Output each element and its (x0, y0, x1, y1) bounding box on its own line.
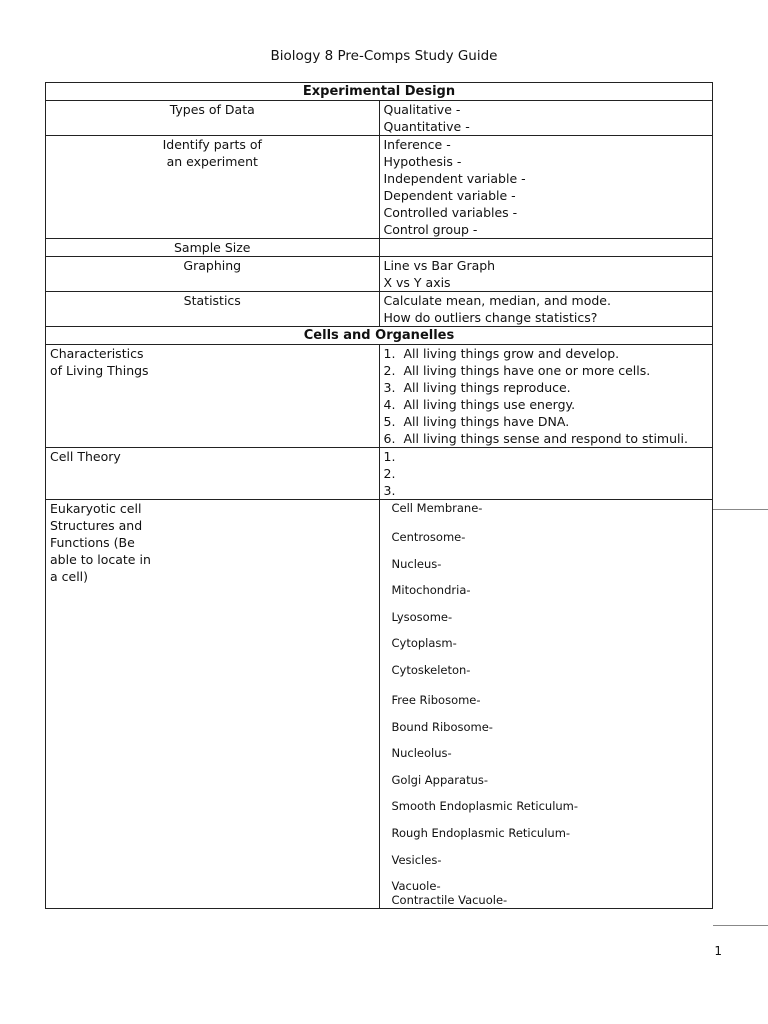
list-item: How do outliers change statistics? (383, 310, 598, 325)
organelle-item: Golgi Apparatus- (391, 772, 489, 787)
table-row (46, 101, 713, 136)
row-content-cell-theory (379, 448, 713, 500)
organelle-item: Nucleolus- (391, 746, 452, 761)
organelle-item: Rough Endoplasmic Reticulum- (391, 825, 571, 840)
list-item: Inference - (383, 137, 451, 152)
row-content-graphing (379, 257, 713, 292)
row-label-types-of-data: Types of Data (46, 101, 380, 136)
label-line: Characteristics (50, 346, 144, 361)
list-item (384, 362, 709, 379)
overflow-rule-bottom (713, 925, 768, 926)
row-label-living-things (46, 345, 380, 448)
list-item (384, 379, 709, 396)
row-content-living-things (379, 345, 713, 448)
section-header-row (46, 327, 713, 345)
label-line: able to locate in (50, 552, 151, 567)
organelle-item: Mitochondria- (391, 583, 471, 598)
list-item: Control group - (383, 222, 478, 237)
list-item (384, 396, 709, 413)
row-label-sample-size: Sample Size (46, 239, 380, 257)
label-line: Functions (Be (50, 535, 135, 550)
table-row (46, 292, 713, 327)
table-row (46, 500, 713, 909)
row-label-cell-theory: Cell Theory (46, 448, 380, 500)
row-label-eukaryotic (46, 500, 380, 909)
organelle-item: Bound Ribosome- (391, 719, 493, 734)
label-line: a cell) (50, 569, 89, 584)
document-title: Biology 8 Pre-Comps Study Guide (270, 48, 498, 64)
list-item: 1. (383, 449, 396, 464)
list-item (384, 345, 709, 362)
study-guide-table (45, 82, 713, 909)
list-item (384, 413, 709, 430)
row-content-organelles (379, 500, 713, 909)
row-content-types-of-data (379, 101, 713, 136)
list-item: Line vs Bar Graph (383, 258, 496, 273)
label-line: Structures and (50, 518, 143, 533)
row-content-statistics (379, 292, 713, 327)
item-number: 5. (383, 414, 396, 429)
organelle-item: Cytoskeleton- (391, 662, 471, 677)
item-text: All living things reproduce. (403, 380, 571, 395)
label-line: of Living Things (50, 363, 149, 378)
row-label-statistics: Statistics (46, 292, 380, 327)
organelle-item: Contractile Vacuole- (391, 893, 508, 908)
table-row (46, 257, 713, 292)
organelle-item: Lysosome- (391, 609, 453, 624)
list-item: Independent variable - (383, 171, 526, 186)
table-row (46, 239, 713, 257)
item-number: 1. (383, 346, 396, 361)
list-item: Quantitative - (383, 119, 470, 134)
list-item: Hypothesis - (383, 154, 462, 169)
section-header-row (46, 83, 713, 101)
organelle-item: Nucleus- (391, 556, 442, 571)
organelle-item: Cytoplasm- (391, 636, 457, 651)
item-text: All living things have DNA. (403, 414, 570, 429)
item-text: All living things use energy. (403, 397, 576, 412)
list-item: Qualitative - (383, 102, 461, 117)
organelle-item: Free Ribosome- (391, 692, 481, 707)
list-item: 3. (383, 483, 396, 498)
item-number: 6. (383, 431, 396, 446)
list-item: Calculate mean, median, and mode. (383, 293, 611, 308)
item-number: 3. (383, 380, 396, 395)
organelle-item: Centrosome- (391, 530, 466, 544)
label-line: an experiment (166, 154, 258, 169)
item-text: All living things grow and develop. (403, 346, 620, 361)
section-cells-and-organelles: Cells and Organelles (46, 327, 713, 345)
organelle-item: Smooth Endoplasmic Reticulum- (391, 799, 579, 814)
list-item: X vs Y axis (383, 275, 451, 290)
row-content-sample-size (379, 239, 713, 257)
item-number: 4. (383, 397, 396, 412)
row-label-identify-parts (46, 136, 380, 239)
label-line: Eukaryotic cell (50, 501, 142, 516)
table-row (46, 136, 713, 239)
label-line: Identify parts of (162, 137, 262, 152)
page-number: 1 (714, 944, 722, 958)
row-label-graphing: Graphing (46, 257, 380, 292)
organelle-item: Vacuole- (391, 879, 441, 894)
item-text: All living things have one or more cells. (403, 363, 651, 378)
numbered-list (384, 345, 709, 447)
table-row (46, 448, 713, 500)
item-number: 2. (383, 363, 396, 378)
list-item: Controlled variables - (383, 205, 518, 220)
overflow-rule-top (713, 509, 768, 510)
list-item: Dependent variable - (383, 188, 516, 203)
item-text: All living things sense and respond to stimuli. (403, 431, 688, 446)
section-experimental-design: Experimental Design (46, 83, 713, 101)
table-row (46, 345, 713, 448)
list-item (384, 430, 709, 447)
list-item: 2. (383, 466, 396, 481)
row-content-identify-parts (379, 136, 713, 239)
organelle-item: Vesicles- (391, 852, 442, 867)
organelle-item: Cell Membrane- (391, 501, 483, 515)
